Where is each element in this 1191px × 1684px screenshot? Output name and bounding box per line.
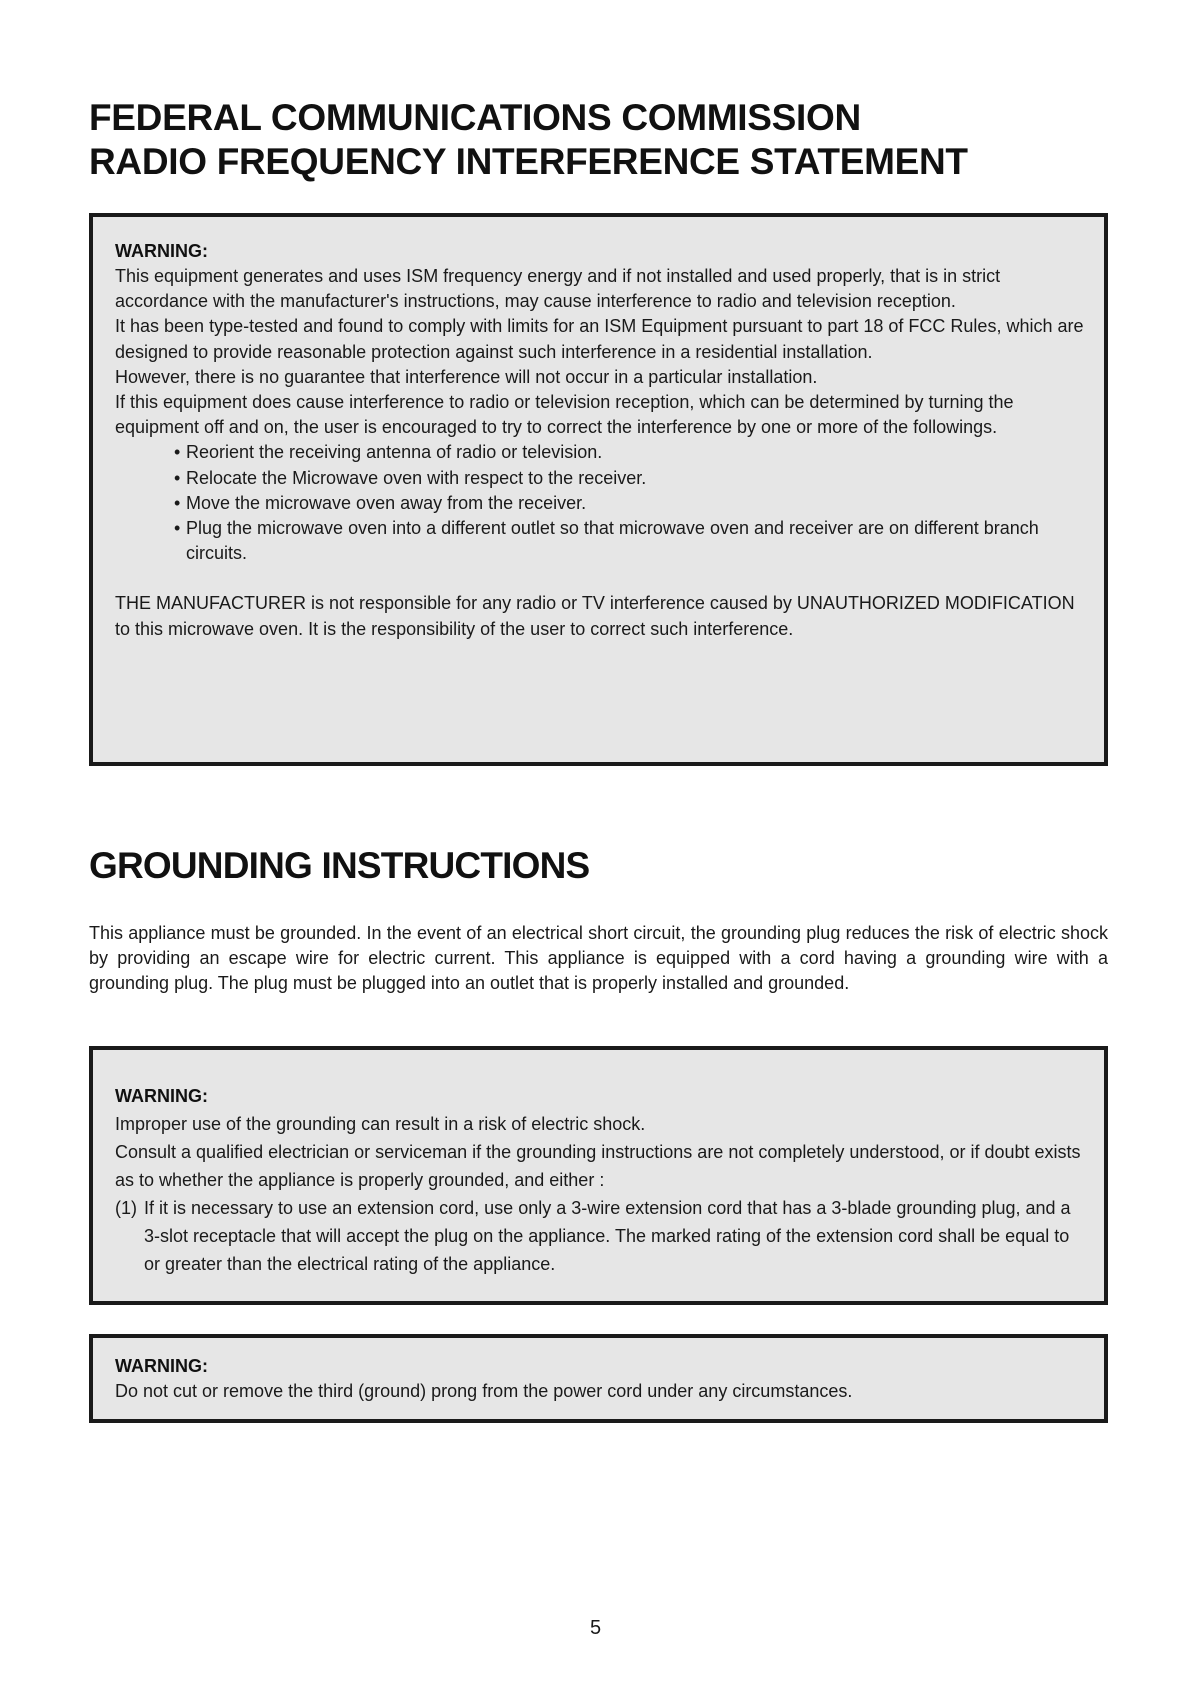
- list-item: • Reorient the receiving antenna of radio or television.: [174, 440, 1086, 465]
- fcc-paragraph-3: However, there is no guarantee that interference will not occur in a particular installation.: [115, 366, 818, 387]
- fcc-warning-box: [89, 213, 1108, 766]
- bullet-icon: •: [174, 492, 181, 513]
- fcc-remedy-list: [115, 440, 1086, 566]
- list-item: • Plug the microwave oven into a different outlet so that microwave oven and receiver are on different branch circuits.: [174, 518, 1039, 564]
- fcc-paragraph-4: If this equipment does cause interference to radio or television reception, which can be determined by turning the equipment off and on, the user is encouraged to try to correct the interference by one or more of the followings.: [115, 392, 1014, 438]
- fcc-title-line-2: RADIO FREQUENCY INTERFERENCE STATEMENT: [89, 141, 968, 182]
- fcc-title-line-1: FEDERAL COMMUNICATIONS COMMISSION: [89, 97, 861, 138]
- grounding-warning-box: [89, 1046, 1108, 1305]
- list-item: • Move the microwave oven away from the receiver.: [174, 491, 1086, 516]
- grounding-intro: This appliance must be grounded. In the event of an electrical short circuit, the grounding plug reduces the risk of electric shock by providing an escape wire for electric current. This appliance is equipped with a cord having a grounding wire with a grounding plug. The plug must be plugged into an outlet that is properly installed and grounded.: [89, 923, 1108, 994]
- bullet-icon: •: [174, 518, 181, 539]
- fcc-paragraph-1: This equipment generates and uses ISM frequency energy and if not installed and used properly, that is in strict accordance with the manufacturer's instructions, may cause interference to radio and television reception.: [115, 266, 1001, 312]
- list-item: • Relocate the Microwave oven with respect to the receiver.: [174, 466, 1086, 491]
- item-number: (1): [115, 1198, 137, 1218]
- item-text: If it is necessary to use an extension cord, use only a 3-wire extension cord that has a 3-blade grounding plug, and a 3-slot receptacle that will accept the plug on the appliance. The marked rating of the extension cord shall be equal to or greater than the electrical rating of the appliance.: [144, 1198, 1071, 1274]
- grounding-title: GROUNDING INSTRUCTIONS: [89, 845, 590, 886]
- prong-warning-label: WARNING:: [115, 1356, 208, 1376]
- spacer: [115, 566, 1086, 591]
- prong-warning-box: [89, 1334, 1108, 1423]
- grounding-numbered-list: [115, 1194, 1086, 1278]
- bullet-icon: •: [174, 467, 181, 488]
- grounding-paragraph-1: Improper use of the grounding can result in a risk of electric shock.: [115, 1114, 646, 1134]
- fcc-manufacturer-disclaimer: THE MANUFACTURER is not responsible for any radio or TV interference caused by UNAUTHORIZED MODIFICATION to this microwave oven. It is the responsibility of the user to correct such interference.: [115, 593, 1075, 639]
- prong-warning-text: Do not cut or remove the third (ground) prong from the power cord under any circumstances.: [115, 1381, 853, 1401]
- list-item: [115, 1194, 1086, 1278]
- grounding-warning-label: WARNING:: [115, 1086, 208, 1106]
- bullet-icon: •: [174, 442, 181, 463]
- fcc-warning-label: WARNING:: [115, 241, 208, 261]
- fcc-title: [89, 96, 968, 184]
- page-number: 5: [589, 1617, 602, 1639]
- fcc-paragraph-2: It has been type-tested and found to comply with limits for an ISM Equipment pursuant to part 18 of FCC Rules, which are designed to provide reasonable protection against such interference in a residential installation.: [115, 316, 1084, 362]
- grounding-paragraph-2: Consult a qualified electrician or serviceman if the grounding instructions are not completely understood, or if doubt exists as to whether the appliance is properly grounded, and either :: [115, 1142, 1081, 1190]
